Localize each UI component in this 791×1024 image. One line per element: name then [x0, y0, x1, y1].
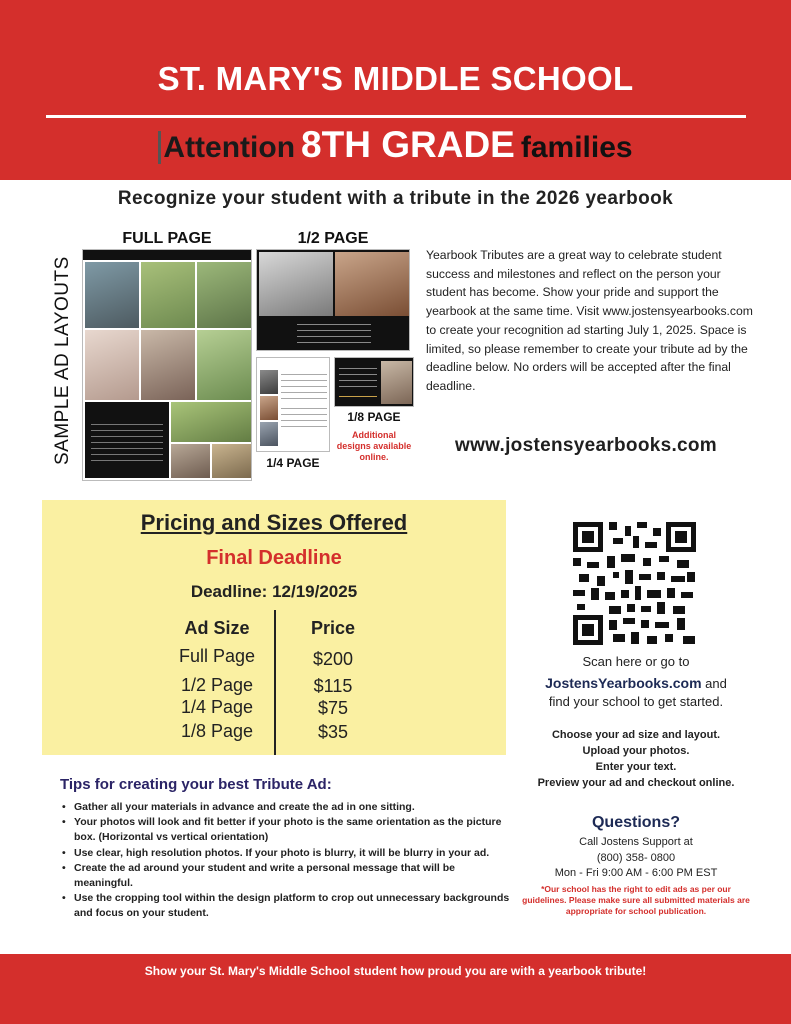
attention-heading	[0, 124, 791, 166]
qr-code-icon	[573, 522, 696, 645]
steps-list	[520, 727, 752, 791]
tip-item: • Create the ad around your student and write a personal message that will be meaningful.	[62, 861, 514, 891]
sample-name-band	[83, 250, 252, 260]
header-banner	[0, 0, 791, 180]
phone-number[interactable]: (800) 358- 0800	[596, 851, 676, 864]
footer-text: Show your St. Mary's Middle School student how proud you are with a yearbook tribute!	[144, 964, 647, 978]
scan-instruction: Scan here or go to	[582, 654, 690, 669]
tips-list	[62, 800, 514, 922]
support-hours: Mon - Fri 9:00 AM - 6:00 PM EST	[554, 867, 718, 879]
step-item: Upload your photos.	[582, 745, 690, 757]
pricing-title: Pricing and Sizes Offered	[140, 510, 408, 535]
eighth-page-sample	[334, 357, 414, 407]
subheading: Recognize your student with a tribute in the 2026 yearbook	[117, 188, 674, 209]
scan-site-line	[520, 675, 752, 691]
half-page-sample	[256, 249, 410, 351]
find-school-text: find your school to get started.	[548, 694, 724, 709]
pricing-panel	[42, 500, 506, 755]
full-page-sample	[82, 249, 252, 481]
grade-word: 8TH GRADE	[301, 124, 515, 165]
website-link[interactable]: www.jostensyearbooks.com	[454, 435, 718, 456]
qr-code[interactable]	[573, 522, 696, 645]
photo-placeholder	[171, 444, 210, 478]
pricing-divider	[274, 610, 276, 755]
attention-word: Attention	[158, 131, 295, 164]
tip-item: • Your photos will look and fit better if your photo is the same orientation as the picture box. (Horizontal vs vertical orientation)	[62, 815, 514, 845]
price-cell: $75	[317, 698, 349, 718]
photo-placeholder	[141, 330, 195, 400]
photo-placeholder	[171, 402, 251, 442]
photo-placeholder	[85, 330, 139, 400]
photo-placeholder	[335, 252, 409, 316]
photo-placeholder	[197, 330, 251, 400]
support-info	[520, 835, 752, 882]
school-name: ST. MARY'S MIDDLE SCHOOL	[157, 60, 634, 97]
scan-and-text: and	[701, 676, 727, 691]
photo-placeholder	[381, 361, 412, 404]
price-cell: $115	[313, 676, 353, 696]
step-item: Choose your ad size and layout.	[551, 729, 721, 741]
full-page-label: FULL PAGE	[122, 230, 212, 247]
tip-item: • Use the cropping tool within the design platform to crop out unnecessary backgrounds and focus on your student.	[62, 891, 514, 921]
tip-item: • Gather all your materials in advance and create the ad in one sitting.	[62, 800, 514, 815]
description-paragraph: Yearbook Tributes are a great way to celebrate student success and milestones and reflect on the person your student has become. Show your pride and support the yearbook at the same time. Visit www.jostensyearbooks.com to create your recognition ad starting July 1, 2025. Space is limited, so please remember to create your tribute ad by the deadline below. No orders will be accepted after the final deadline.	[426, 248, 753, 393]
photo-placeholder	[260, 370, 278, 394]
jostens-site-link[interactable]: JostensYearbooks.com	[545, 675, 702, 691]
price-cell: $200	[312, 649, 354, 669]
quarter-page-sample	[256, 357, 330, 452]
half-page-label: 1/2 PAGE	[297, 230, 369, 247]
ad-size-header: Ad Size	[184, 618, 250, 638]
size-cell: 1/4 Page	[180, 697, 254, 717]
sample-layouts-label: SAMPLE AD LAYOUTS	[52, 256, 73, 465]
eighth-page-label: 1/8 PAGE	[347, 410, 401, 424]
price-header: Price	[310, 618, 356, 638]
quarter-page-label: 1/4 PAGE	[266, 456, 320, 470]
photo-placeholder	[212, 444, 251, 478]
deadline-date: Deadline: 12/19/2025	[190, 582, 358, 601]
size-cell: 1/8 Page	[180, 721, 254, 741]
final-deadline-label: Final Deadline	[206, 547, 342, 569]
families-word: families	[520, 131, 633, 164]
message-block	[85, 402, 169, 478]
footer-banner	[0, 954, 791, 1024]
size-cell: 1/2 Page	[180, 675, 254, 695]
price-cell: $35	[317, 722, 349, 742]
photo-placeholder	[197, 262, 251, 328]
step-item: Enter your text.	[595, 761, 677, 773]
photo-placeholder	[260, 396, 278, 420]
header-divider	[46, 115, 746, 118]
photo-placeholder	[259, 252, 333, 316]
disclaimer-text: *Our school has the right to edit ads as per our guidelines. Please make sure all submitted materials are appropriate for school publication.	[522, 884, 750, 916]
tip-item: • Use clear, high resolution photos. If your photo is blurry, it will be blurry in your ad.	[62, 846, 514, 861]
step-item: Preview your ad and checkout online.	[537, 777, 735, 789]
photo-placeholder	[85, 262, 139, 328]
questions-title: Questions?	[591, 814, 680, 831]
call-text: Call Jostens Support at	[579, 836, 693, 848]
tips-title: Tips for creating your best Tribute Ad:	[60, 776, 332, 793]
photo-placeholder	[141, 262, 195, 328]
size-cell: Full Page	[178, 646, 256, 666]
photo-placeholder	[260, 422, 278, 446]
additional-designs-note: Additional designs available online.	[336, 430, 412, 462]
